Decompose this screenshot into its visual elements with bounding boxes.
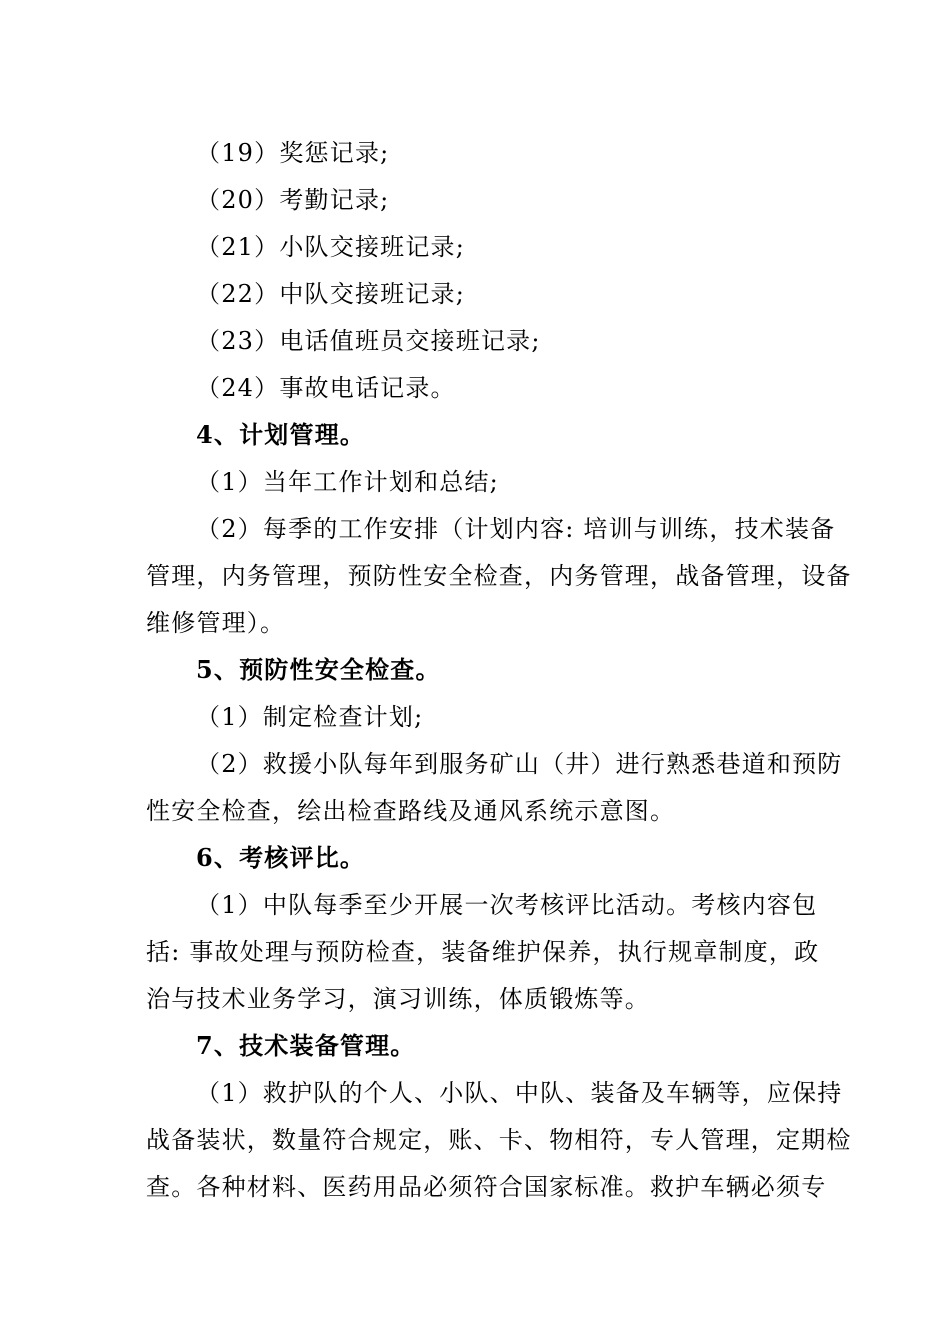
safety-item-1: （1）制定检查计划; bbox=[196, 703, 424, 731]
assessment-item-1-line-1: （1）中队每季至少开展一次考核评比活动。考核内容包 bbox=[196, 891, 818, 919]
section-heading-safety-check: 5、预防性安全检查。 bbox=[196, 655, 441, 684]
section-heading-assessment: 6、考核评比。 bbox=[196, 843, 366, 872]
plan-item-2-line-2: 管理，内务管理，预防性安全检查，内务管理，战备管理，设备 bbox=[146, 562, 852, 590]
record-item-19: （19）奖惩记录; bbox=[196, 139, 390, 167]
equipment-item-1-line-3: 查。各种材料、医药用品必须符合国家标准。救护车辆必须专 bbox=[146, 1173, 827, 1201]
section-heading-equipment: 7、技术装备管理。 bbox=[196, 1031, 416, 1060]
section-heading-plan: 4、计划管理。 bbox=[196, 420, 366, 449]
assessment-item-1-line-3: 治与技术业务学习，演习训练，体质锻炼等。 bbox=[146, 985, 650, 1013]
safety-item-2-line-2: 性安全检查，绘出检查路线及通风系统示意图。 bbox=[146, 797, 676, 825]
plan-item-2-line-1: （2）每季的工作安排（计划内容: 培训与训练，技术装备 bbox=[196, 515, 836, 543]
record-item-20: （20）考勤记录; bbox=[196, 186, 390, 214]
equipment-item-1-line-2: 战备装状，数量符合规定，账、卡、物相符，专人管理，定期检 bbox=[146, 1126, 852, 1154]
record-item-23: （23）电话值班员交接班记录; bbox=[196, 327, 541, 355]
plan-item-1: （1）当年工作计划和总结; bbox=[196, 468, 499, 496]
record-item-22: （22）中队交接班记录; bbox=[196, 280, 466, 308]
record-item-24: （24）事故电话记录。 bbox=[196, 374, 456, 402]
assessment-item-1-line-2: 括: 事故处理与预防检查，装备维护保养，执行规章制度，政 bbox=[146, 938, 820, 966]
plan-item-2-line-3: 维修管理）。 bbox=[146, 609, 286, 637]
safety-item-2-line-1: （2）救援小队每年到服务矿山（井）进行熟悉巷道和预防 bbox=[196, 750, 843, 778]
equipment-item-1-line-1: （1）救护队的个人、小队、中队、装备及车辆等，应保持 bbox=[196, 1079, 843, 1107]
record-item-21: （21）小队交接班记录; bbox=[196, 233, 466, 261]
